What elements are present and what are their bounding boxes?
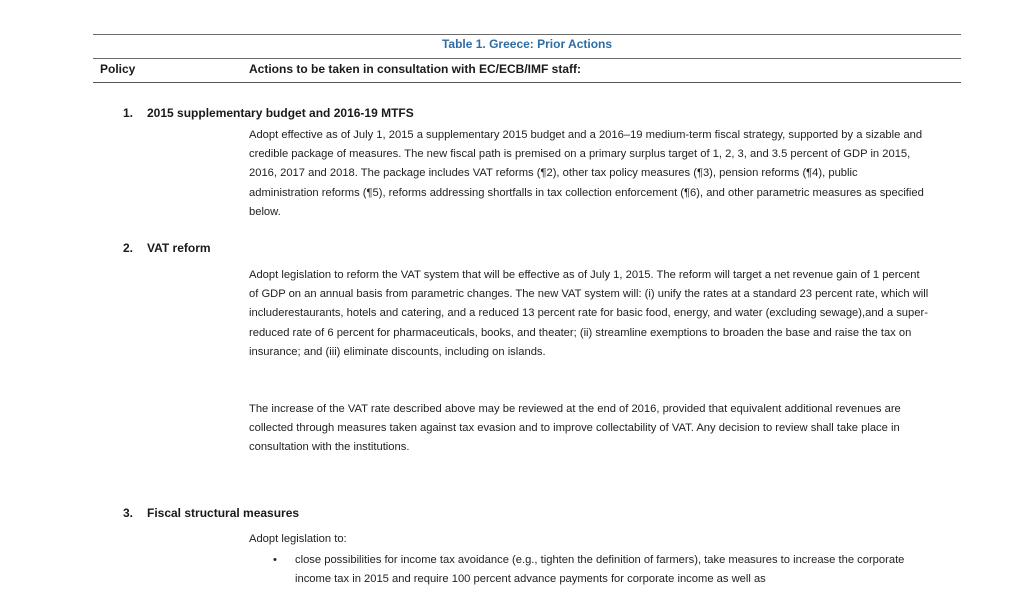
table-title-rule [93, 58, 961, 59]
section-1-heading [123, 106, 414, 120]
section-title: VAT reform [147, 241, 211, 255]
section-3-paragraph-1: Adopt legislation to: [249, 533, 347, 545]
section-title: 2015 supplementary budget and 2016-19 MTFS [147, 106, 414, 120]
section-2-heading [123, 241, 211, 255]
section-number: 3. [123, 506, 134, 520]
section-title: Fiscal structural measures [147, 506, 300, 520]
section-2-paragraph-1: Adopt legislation to reform the VAT system that will be effective as of July 1, 2015. The reform will target a net revenue gain of 1 percent of GDP on an annual basis from parametric changes. The new VAT system will: (i) unify the rates at a standard 23 percent rate, which will includerestaurants, hotels and catering, and a reduced 13 percent rate for basic food, energy, and water (excluding sewage),and a super-reduced rate of 6 percent for pharmaceuticals, books, and theater; (ii) streamline exemptions to broaden the base and raise the tax on insurance; and (iii) eliminate discounts, including on islands. [249, 269, 929, 358]
section-2-paragraph-2: The increase of the VAT rate described above may be reviewed at the end of 2016, provided that equivalent additional revenues are collected through measures taken against tax evasion and to improve collectability of VAT. Any decision to review shall take place in consultation with the institutions. [249, 403, 901, 454]
bullet-icon: • [273, 554, 277, 566]
section-3-bullet-list [249, 551, 929, 589]
section-1-paragraph-1: Adopt effective as of July 1, 2015 a supplementary 2015 budget and a 2016–19 medium-term fiscal strategy, supported by a sizable and credible package of measures. The new fiscal path is premised on a primary surplus target of 1, 2, 3, and 3.5 percent of GDP in 2015, 2016, 2017 and 2018. The package includes VAT reforms (¶2), other tax policy measures (¶3), pension reforms (¶4), public administration reforms (¶5), reforms addressing shortfalls in tax collection enforcement (¶6), and other parametric measures as specified below. [249, 129, 924, 218]
list-item [249, 551, 929, 589]
list-item-text: close possibilities for income tax avoidance (e.g., tighten the definition of farmers), take measures to increase the corporate income tax in 2015 and require 100 percent advance payments for corporate income as well as [295, 554, 905, 586]
table-top-rule [93, 34, 961, 35]
table-header-rule [93, 82, 961, 83]
section-number: 1. [123, 106, 134, 120]
column-header-policy: Policy [100, 62, 136, 76]
table-title: Table 1. Greece: Prior Actions [441, 37, 613, 51]
section-number: 2. [123, 241, 134, 255]
column-header-actions: Actions to be taken in consultation with EC/ECB/IMF staff: [249, 62, 582, 76]
section-3-heading [123, 506, 299, 520]
